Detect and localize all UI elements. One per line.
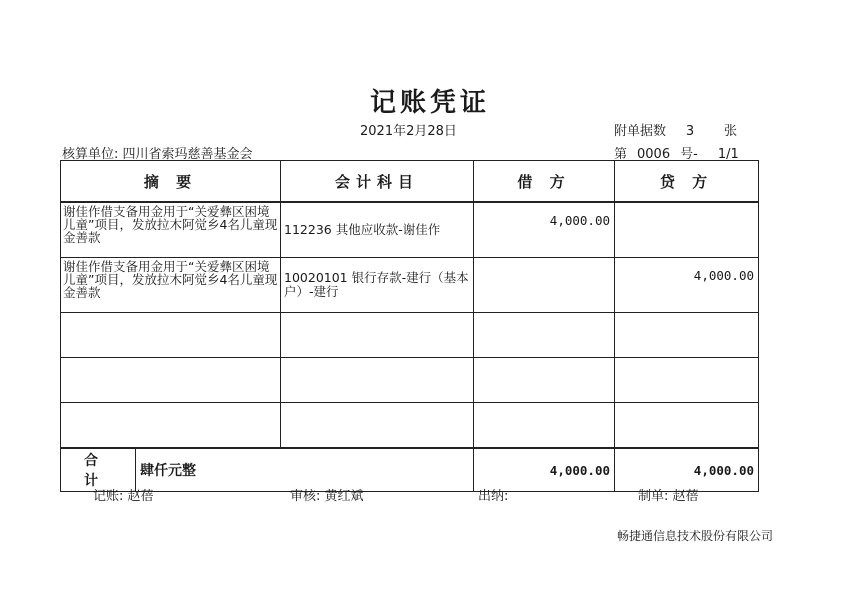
reviewer-name: 黄红斌 <box>324 489 364 504</box>
entry-summary: 谢佳作借支备用金用于“关爱彝区困境儿童”项目，发放拉木阿觉乡4名儿童现金善款 <box>61 202 281 258</box>
voucher-suffix: 号- <box>680 147 698 162</box>
header-summary: 摘 要 <box>61 161 281 203</box>
entry-account: 10020101 银行存款-建行（基本户）-建行 <box>281 258 474 313</box>
total-label: 合 计 <box>61 448 136 492</box>
attachment-count: 3 <box>685 124 695 139</box>
entry-summary: 谢佳作借支备用金用于“关爱彝区困境儿童”项目，发放拉木阿觉乡4名儿童现金善款 <box>61 258 281 313</box>
reviewer-label: 审核: <box>290 489 321 504</box>
entry-account: 112236 其他应收款-谢佳作 <box>281 202 474 258</box>
voucher-date: 2021年2月28日 <box>360 124 457 139</box>
attachment-unit: 张 <box>724 124 738 139</box>
table-row <box>61 258 759 313</box>
unit-name: 四川省索玛慈善基金会 <box>122 147 253 162</box>
voucher-table <box>60 160 759 492</box>
reviewer-signature <box>290 485 364 504</box>
total-amount-words: 肆仟元整 <box>136 448 474 492</box>
header-debit: 借 方 <box>474 161 615 203</box>
cashier-label: 出纳: <box>478 489 509 504</box>
voucher-number: 0006 <box>637 147 671 162</box>
cashier-signature <box>478 485 508 504</box>
preparer-label: 制单: <box>638 489 669 504</box>
preparer-name: 赵蓓 <box>672 489 699 504</box>
attachment-label: 附单据数 <box>614 124 667 139</box>
preparer-signature <box>638 485 699 504</box>
software-company: 畅捷通信息技术股份有限公司 <box>617 529 774 543</box>
bookkeeper-name: 赵蓓 <box>127 489 154 504</box>
total-debit: 4,000.00 <box>474 448 615 492</box>
bookkeeper-signature <box>93 485 154 504</box>
table-row-empty <box>61 403 759 449</box>
table-row <box>61 202 759 258</box>
table-row-empty <box>61 313 759 358</box>
header-account: 会计科目 <box>281 161 474 203</box>
bookkeeper-label: 记账: <box>93 489 124 504</box>
header-credit: 贷 方 <box>615 161 759 203</box>
voucher-title: 记账凭证 <box>369 88 490 118</box>
entry-credit: 4,000.00 <box>615 258 759 313</box>
entry-debit: 4,000.00 <box>474 202 615 258</box>
voucher-page: 1/1 <box>717 147 739 162</box>
entry-credit <box>615 202 759 258</box>
unit-label: 核算单位: <box>62 147 119 162</box>
table-header-row <box>61 161 759 203</box>
table-row-empty <box>61 358 759 403</box>
entry-debit <box>474 258 615 313</box>
voucher-prefix: 第 <box>614 147 628 162</box>
total-credit: 4,000.00 <box>615 448 759 492</box>
attachment-info <box>614 120 737 139</box>
